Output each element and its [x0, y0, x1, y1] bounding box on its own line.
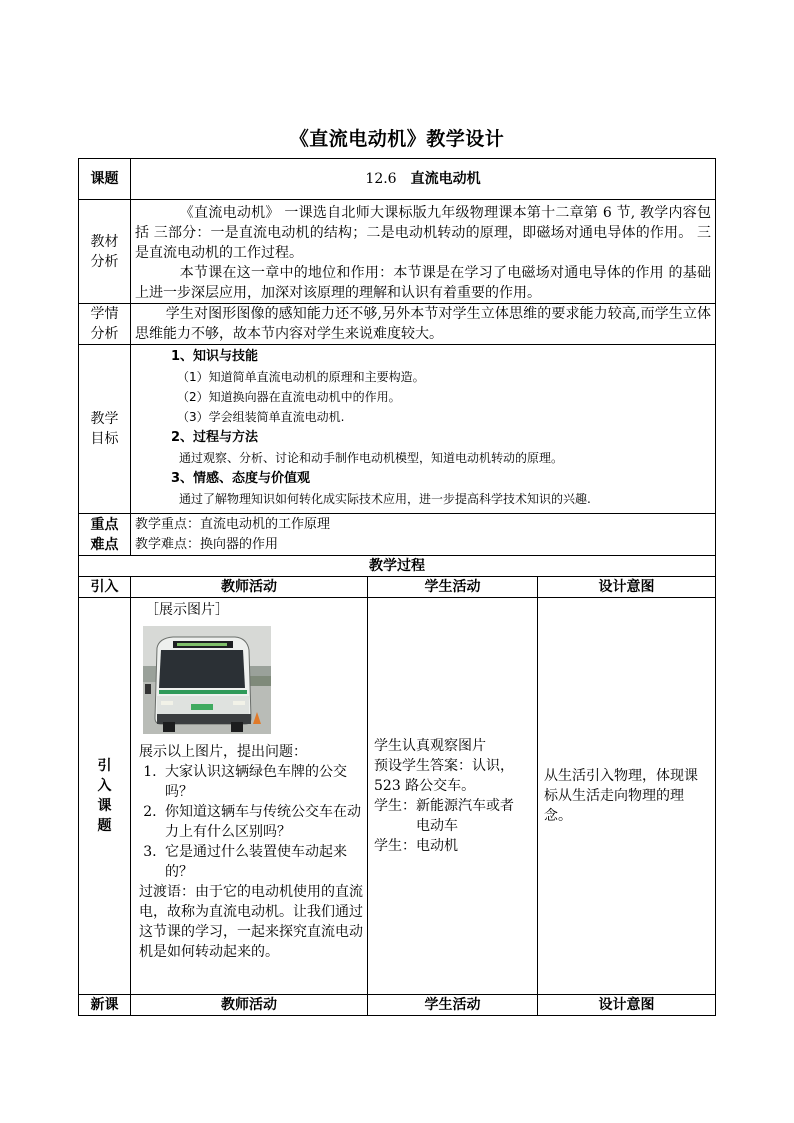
intro-teacher-activity [131, 598, 368, 995]
student-line-1: 学生认真观察图片 [374, 738, 486, 754]
goals-label-line2: 目标 [90, 431, 119, 447]
topic-name: 直流电动机 [410, 171, 481, 187]
goal-item-1: （1）知道简单直流电动机的原理和主要构造。 [177, 370, 425, 384]
goal-item-3: （3）学会组装简单直流电动机. [177, 410, 345, 424]
student-line-3: 学生：新能源汽车或者 [374, 798, 514, 814]
process-title-row [79, 556, 716, 577]
keypoints-label-line2: 难点 [90, 536, 119, 553]
ask-text: 展示以上图片，提出问题： [139, 744, 307, 760]
student-analysis-row [79, 304, 716, 345]
goals-label-line1: 教学 [90, 411, 119, 427]
material-paragraph-2: 本节课在这一章中的地位和作用：本节课是在学习了电磁场对通电导体的作用 的基础上进一步深层应用，加深对该原理的理解和认识有着重要的作用。 [135, 265, 712, 301]
intro-header-student: 学生活动 [368, 577, 538, 598]
goal-heading-attitude: 3、情感、态度与价值观 [171, 471, 311, 486]
keypoints-label-line1: 重点 [90, 516, 119, 533]
intro-intent-text: 从生活引入物理，体现课标从生活走向物理的理念。 [544, 768, 698, 824]
new-header-teacher: 教师活动 [131, 995, 368, 1016]
student-analysis-text: 学生对图形图像的感知能力还不够,另外本节对学生立体思维的要求能力较高,而学生立体思维能力不够，故本节内容对学生来说难度较大。 [135, 306, 712, 342]
student-label-line2: 分析 [90, 326, 119, 342]
question-item-3: 3. 它是通过什么装置使车动起来的？ [161, 842, 363, 882]
student-line-4: 电动车 [416, 818, 458, 834]
goal-item-2: （2）知道换向器在直流电动机中的作用。 [177, 390, 401, 404]
goal-attitude-text: 通过了解物理知识如何转化成实际技术应用，进一步提高科学技术知识的兴趣. [179, 492, 591, 506]
goal-heading-knowledge: 1、知识与技能 [171, 349, 259, 364]
page-title: 《直流电动机》教学设计 [289, 128, 505, 150]
new-header-intent: 设计意图 [538, 995, 716, 1016]
key-point-text: 教学重点：直流电动机的工作原理 [135, 516, 331, 532]
question-item-1: 1. 大家认识这辆绿色车牌的公交吗？ [161, 762, 363, 802]
intro-label-char-1: 引 [97, 758, 112, 774]
intro-student-activity [368, 598, 538, 995]
material-analysis-content [131, 200, 716, 304]
intro-label-char-4: 题 [97, 818, 112, 834]
new-lesson-header-row [79, 995, 716, 1016]
intro-content-row [79, 598, 716, 995]
keypoints-content [131, 514, 716, 556]
goals-row [79, 345, 716, 514]
intro-header-teacher: 教师活动 [131, 577, 368, 598]
lesson-plan-table [78, 158, 716, 1016]
intro-label-char-2: 入 [97, 778, 112, 794]
topic-title [131, 159, 716, 200]
goals-label [79, 345, 131, 514]
intro-header-stage: 引入 [79, 577, 131, 598]
material-analysis-row [79, 200, 716, 304]
bus-photo [143, 626, 271, 734]
intro-header-intent: 设计意图 [538, 577, 716, 598]
keypoints-row [79, 514, 716, 556]
keypoints-label [79, 514, 131, 556]
material-label-line2: 分析 [90, 253, 119, 270]
question-list [139, 762, 363, 882]
student-analysis-content [131, 304, 716, 345]
topic-row [79, 159, 716, 200]
topic-number: 12.6 [365, 171, 397, 187]
intro-stage-label [79, 598, 131, 995]
intro-design-intent [538, 598, 716, 995]
new-header-student: 学生活动 [368, 995, 538, 1016]
student-line-2: 预设学生答案：认识，523 路公交车。 [374, 758, 514, 794]
new-header-stage: 新课 [79, 995, 131, 1016]
topic-label: 课题 [79, 159, 131, 200]
material-paragraph-1: 《直流电动机》 一课选自北师大课标版九年级物理课本第十二章第 6 节, 教学内容包括 三部分：一是直流电动机的结构；二是电动机转动的原理，即磁场对通电导体的作用。 三 是直流电动机的工作过程。 [135, 205, 712, 261]
goals-content [131, 345, 716, 514]
difficult-point-text: 教学难点：换向器的作用 [135, 536, 279, 552]
student-line-5: 学生：电动机 [374, 838, 458, 854]
intro-header-row [79, 577, 716, 598]
student-label-line1: 学情 [90, 306, 119, 322]
process-title: 教学过程 [79, 556, 716, 577]
goal-process-text: 通过观察、分析、讨论和动手制作电动机模型，知道电动机转动的原理。 [179, 451, 564, 465]
student-analysis-label [79, 304, 131, 345]
material-label-line1: 教材 [90, 233, 119, 250]
question-item-2: 2. 你知道这辆车与传统公交车在动力上有什么区别吗？ [161, 802, 363, 842]
material-analysis-label [79, 200, 131, 304]
goal-heading-process: 2、过程与方法 [171, 430, 259, 445]
intro-label-char-3: 课 [97, 798, 112, 814]
show-picture-label: ［展示图片］ [145, 602, 229, 618]
transition-text: 过渡语：由于它的电动机使用的直流电，故称为直流电动机。让我们通过这节课的学习，一起来探究直流电动机是如何转动起来的。 [139, 884, 363, 960]
